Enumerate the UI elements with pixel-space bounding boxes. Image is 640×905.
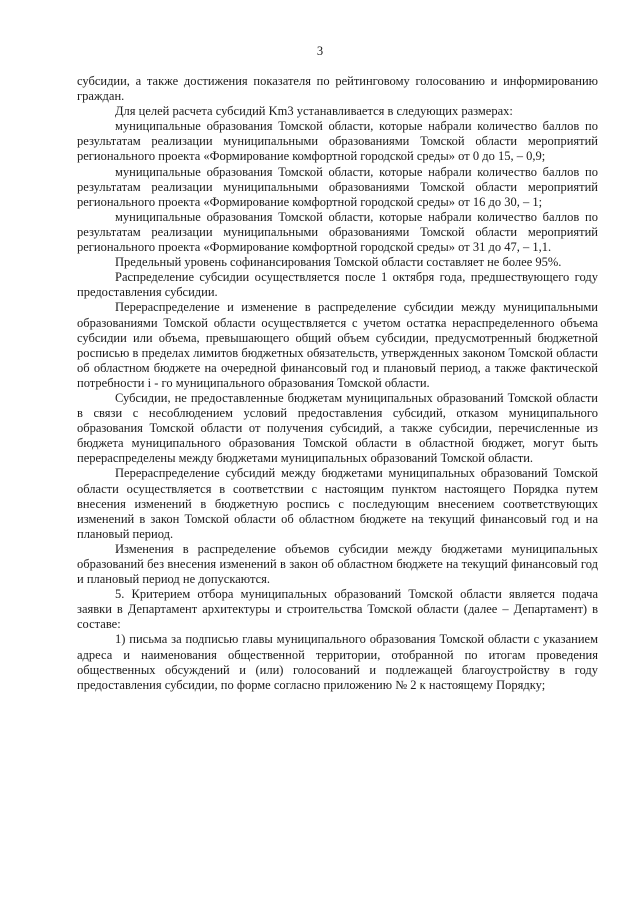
paragraph-10: Перераспределение субсидий между бюджетами муниципальных образований Томской области осуществляется в соответствии с настоящим пунктом настоящего Порядка путем внесения изменений в бюджетную роспись с последующим внесением соответствующих изменений в закон Томской области об областном бюджете на текущий финансовый год и на плановый период. [77,466,598,541]
paragraph-1: субсидии, а также достижения показателя по рейтинговому голосованию и информированию граждан. [77,74,598,104]
paragraph-2: Для целей расчета субсидий Km3 устанавливается в следующих размерах: [115,104,513,119]
paragraph-3: муниципальные образования Томской области, которые набрали количество баллов по результатам реализации муниципальными образованиями Томской области мероприятий регионального проекта «Формирование комфортной городской среды» от 0 до 15, – 0,9; [77,119,598,164]
paragraph-4: муниципальные образования Томской области, которые набрали количество баллов по результатам реализации муниципальными образованиями Томской области мероприятий регионального проекта «Формирование комфортной городской среды» от 16 до 30, – 1; [77,164,598,209]
paragraph-7: Распределение субсидии осуществляется после 1 октября года, предшествующего году предоставления субсидии. [77,270,598,300]
paragraph-12: 5. Критерием отбора муниципальных образований Томской области является подача заявки в Департамент архитектуры и строительства Томской области (далее – Департамент) в составе: [77,587,598,632]
paragraph-5: муниципальные образования Томской области, которые набрали количество баллов по результатам реализации муниципальными образованиями Томской области мероприятий регионального проекта «Формирование комфортной городской среды» от 31 до 47, – 1,1. [77,209,598,255]
paragraph-9: Субсидии, не предоставленные бюджетам муниципальных образований Томской области в связи с несоблюдением условий предоставления субсидий, отказом муниципального образования Томской области от получения субсидий, а также субсидии, перечисленные из бюджета муниципального образования Томской области в областной бюджет, могут быть перераспределены между бюджетами муниципальных образований Томской области. [77,390,598,466]
paragraph-6: Предельный уровень софинансирования Томской области составляет не более 95%. [115,255,562,270]
paragraph-11: Изменения в распределение объемов субсидии между бюджетами муниципальных образований без внесения изменений в закон об областном бюджете на текущий финансовый год и плановый период не допускаются. [77,541,598,587]
paragraph-8: Перераспределение и изменение в распределение субсидии между муниципальными образованиями Томской области осуществляется с учетом остатка нераспределенного объема субсидии или объема, превышающего общий объем субсидии, предусмотренный бюджетной росписью в пределах лимитов бюджетных обязательств, утвержденных законом Томской области об областном бюджете на очередной финансовый год и плановый период, а также фактической потребности i - го муниципального образования Томской области. [77,300,598,390]
page-number: 3 [316,44,324,58]
paragraph-13: 1) письма за подписью главы муниципального образования Томской области с указанием адреса и наименования общественной территории, отобранной по итогам проведения общественных обсуждений и (или) голосований и подлежащей благоустройству в году предоставления субсидии, по форме согласно приложению № 2 к настоящему Порядку; [77,632,598,692]
document-body [77,74,598,693]
